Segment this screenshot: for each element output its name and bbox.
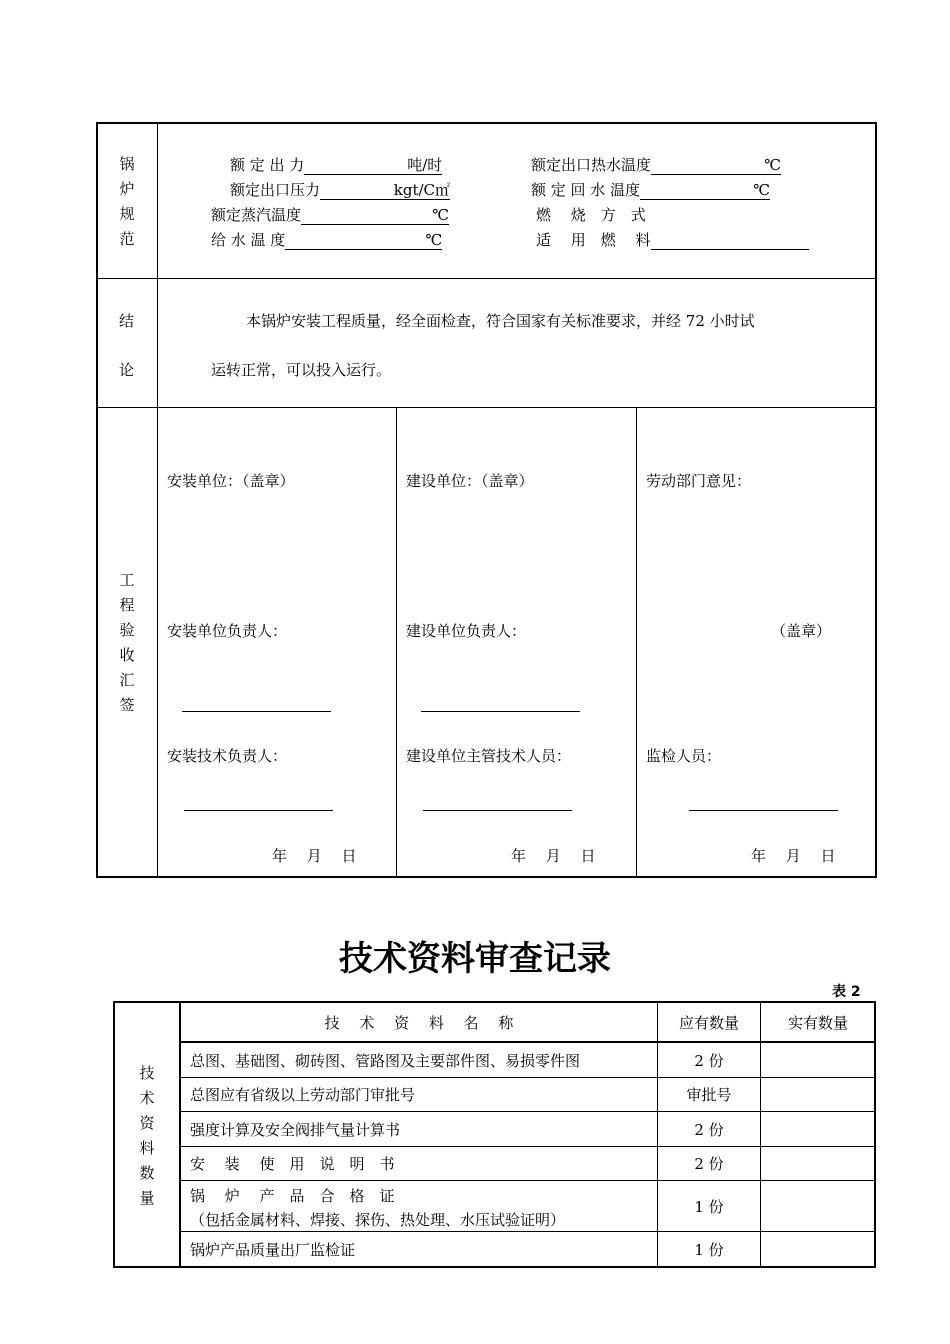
conclusion-text-line2: 运转正常，可以投入运行。	[211, 361, 392, 379]
feed-water-temp-field	[211, 229, 442, 250]
installer-date: 年 月 日	[272, 847, 357, 865]
header-actual: 实有数量	[787, 1013, 848, 1032]
builder-tech-head-label: 建设单位主管技术人员：	[406, 747, 572, 765]
table-row-actual[interactable]	[761, 1181, 875, 1231]
installer-tech-signature-line[interactable]	[184, 810, 333, 811]
signoff-divider-1	[396, 407, 397, 877]
builder-head-label: 建设单位负责人：	[406, 622, 527, 640]
outlet-hot-water-temp-label: 额定出口热水温度	[531, 156, 652, 174]
conclusion-label-2: 论	[119, 361, 135, 379]
table-side-label: 技 术 资 料 数 量	[139, 1064, 155, 1207]
labor-opinion-label: 劳动部门意见：	[646, 472, 752, 490]
signoff-divider-2	[636, 407, 637, 877]
labor-inspector-signature-line[interactable]	[689, 810, 838, 811]
table-row-name: 锅炉产品质量出厂监检证	[190, 1240, 356, 1259]
steam-temp-field	[211, 204, 449, 225]
spec-section-label: 锅 炉 规 范	[119, 155, 135, 248]
return-water-temp-label: 额 定 回 水 温度	[531, 181, 641, 199]
combustion-mode-field	[536, 204, 646, 225]
table-row-name-note: （包括金属材料、焊接、探伤、热处理、水压试验证明）	[190, 1211, 566, 1229]
row-divider-conclusion	[97, 407, 876, 408]
row-divider-spec	[97, 278, 876, 279]
table-number: 表 2	[832, 984, 861, 1000]
return-water-temp-input[interactable]: ℃	[640, 181, 770, 200]
builder-tech-signature-line[interactable]	[423, 810, 572, 811]
table-row-required: 2 份	[694, 1051, 724, 1070]
table-row-required: 1 份	[694, 1197, 724, 1216]
table-row-required: 审批号	[686, 1086, 732, 1104]
table-row-name: 总图应有省级以上劳动部门审批号	[190, 1086, 416, 1104]
table-row-actual[interactable]	[761, 1043, 875, 1077]
conclusion-label-1: 结	[119, 312, 135, 330]
feed-water-temp-input[interactable]: ℃	[285, 231, 442, 250]
table-row-required: 2 份	[694, 1120, 724, 1139]
signoff-section-label: 工 程 验 收 汇 签	[119, 571, 135, 714]
table-row-actual[interactable]	[761, 1078, 875, 1111]
table-row-name: 强度计算及安全阀排气量计算书	[190, 1120, 401, 1139]
steam-temp-label: 额定蒸汽温度	[211, 206, 302, 224]
table-row-name: 安 装 使 用 说 明 书	[190, 1155, 395, 1173]
label-column-divider	[157, 123, 158, 877]
rated-output-input[interactable]: 吨/时	[304, 156, 442, 175]
outlet-pressure-label: 额定出口压力	[230, 181, 321, 199]
installer-head-label: 安装单位负责人：	[167, 622, 288, 640]
labor-date: 年 月 日	[751, 847, 836, 865]
labor-seal: （盖章）	[771, 622, 832, 640]
page-title: 技术资料审查记录	[339, 939, 611, 979]
installer-tech-head-label: 安装技术负责人：	[167, 747, 288, 765]
header-required: 应有数量	[678, 1013, 739, 1032]
outlet-pressure-field	[230, 179, 450, 200]
outlet-pressure-input[interactable]: kgt/C㎡	[320, 181, 450, 200]
builder-date: 年 月 日	[511, 847, 596, 865]
combustion-mode-label: 燃 烧 方 式	[536, 206, 646, 224]
table-row-name: 总图、基础图、砌砖图、管路图及主要部件图、易损零件图	[190, 1051, 581, 1070]
outlet-hot-water-temp-field	[531, 154, 781, 175]
installer-head-signature-line[interactable]	[182, 711, 331, 712]
builder-unit-seal: 建设单位：（盖章）	[406, 472, 534, 490]
rated-output-field	[230, 154, 442, 175]
table-row-required: 1 份	[694, 1240, 724, 1259]
applicable-fuel-label: 适 用 燃 料	[536, 231, 651, 249]
rated-output-label: 额 定 出 力	[230, 156, 305, 174]
applicable-fuel-input[interactable]	[651, 231, 809, 250]
steam-temp-input[interactable]: ℃	[301, 206, 449, 225]
builder-head-signature-line[interactable]	[421, 711, 580, 712]
table-row-actual[interactable]	[761, 1112, 875, 1146]
installer-unit-seal: 安装单位：（盖章）	[167, 472, 295, 490]
return-water-temp-field	[531, 179, 770, 200]
table-row-name: 锅 炉 产 品 合 格 证	[190, 1187, 395, 1205]
labor-inspector-label: 监检人员：	[646, 747, 722, 765]
table-row-actual[interactable]	[761, 1232, 875, 1266]
conclusion-text-line1: 本锅炉安装工程质量，经全面检查，符合国家有关标准要求，并经 72 小时试	[246, 312, 755, 330]
table-row-required: 2 份	[694, 1155, 724, 1173]
table-row-actual[interactable]	[761, 1147, 875, 1180]
applicable-fuel-field	[536, 229, 809, 250]
header-name: 技 术 资 料 名 称	[324, 1013, 514, 1032]
outlet-hot-water-temp-input[interactable]: ℃	[651, 156, 781, 175]
feed-water-temp-label: 给 水 温 度	[211, 231, 286, 249]
